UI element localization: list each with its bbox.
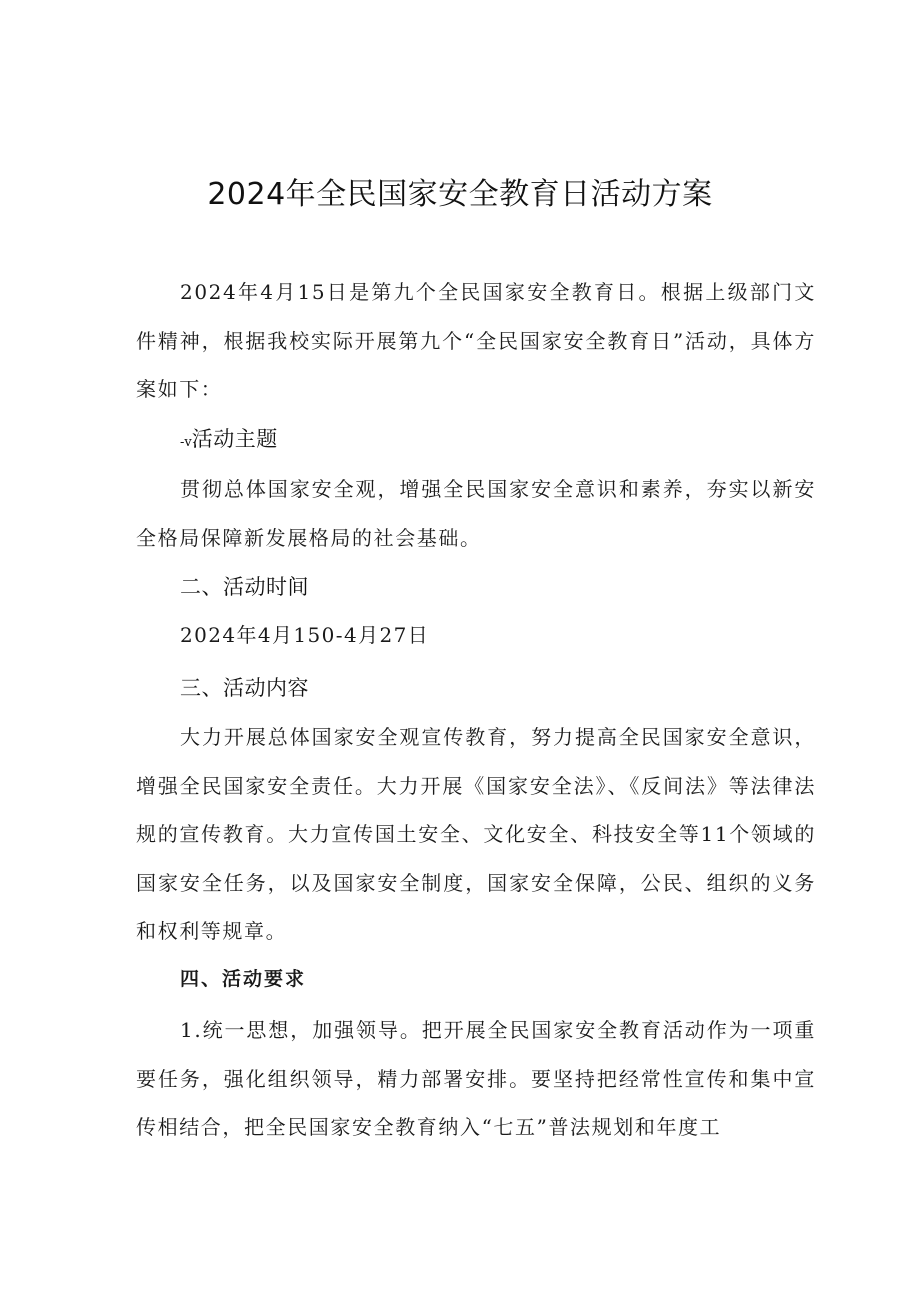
intro-paragraph: 2024年4月15日是第九个全民国家安全教育日。根据上级部门文件精神，根据我校实际开展第九个“全民国家安全教育日”活动，具体方案如下： [136, 280, 816, 401]
section-2-heading: 二、活动时间 [180, 575, 309, 599]
document-title: 2024年全民国家安全教育日活动方案 [207, 177, 713, 212]
section-2-body: 2024年4月150-4月27日 [180, 623, 430, 647]
section-3-body: 大力开展总体国家安全观宣传教育，努力提高全民国家安全意识，增强全民国家安全责任。大力开展《国家安全法》、《反间法》等法律法规的宣传教育。大力宣传国土安全、文化安全、科技安全等11个领域的国家安全任务，以及国家安全制度，国家安全保障，公民、组织的义务和权利等规章。 [136, 725, 816, 943]
section-3-heading: 三、活动内容 [180, 676, 309, 700]
section-4-body: 1.统一思想，加强领导。把开展全民国家安全教育活动作为一项重要任务，强化组织领导，精力部署安排。要坚持把经常性宣传和集中宣传相结合，把全民国家安全教育纳入“七五”普法规划和年度工 [136, 1018, 816, 1139]
section-1-prefix: -v [180, 435, 192, 450]
section-1-title: 活动主题 [191, 427, 278, 451]
section-1-heading [180, 424, 278, 458]
section-1-body: 贯彻总体国家安全观，增强全民国家安全意识和素养，夯实以新安全格局保障新发展格局的社会基础。 [136, 477, 816, 550]
section-4-heading: 四、活动要求 [180, 968, 307, 990]
